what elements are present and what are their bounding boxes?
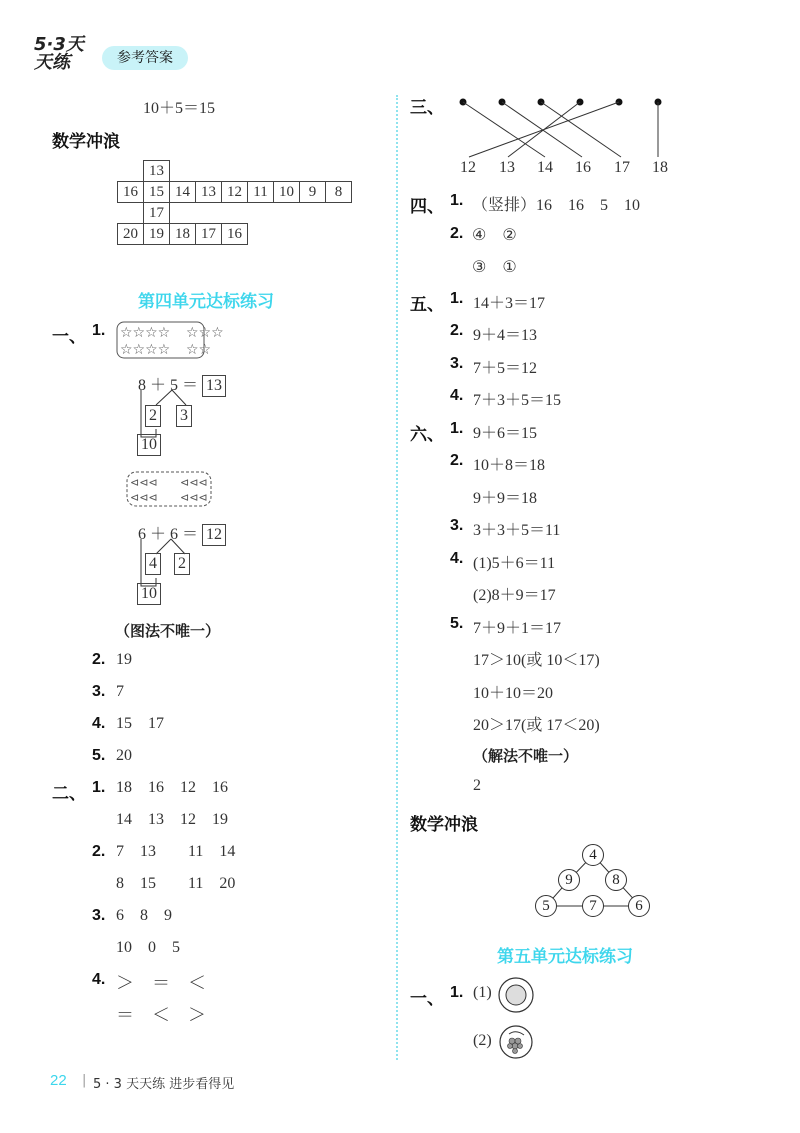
match-label: 17: [614, 159, 630, 176]
top-equation: 10＋5＝15: [143, 100, 216, 117]
grid-cell: 19: [144, 224, 170, 245]
answer-text: 9＋6＝15: [473, 425, 538, 442]
split-box: 3: [176, 405, 192, 427]
answer-text: 10 0 5: [116, 939, 180, 956]
svg-text:☆☆☆: ☆☆☆: [186, 325, 224, 341]
note-text: （图法不唯一）: [115, 622, 221, 640]
logo-text: 5·3天天练: [34, 34, 84, 73]
match-label: 12: [460, 159, 476, 176]
answer-text: 15 17: [116, 715, 164, 732]
question-number: 1.: [92, 322, 106, 339]
grid-cell: 17: [196, 224, 222, 245]
split-box: 2: [174, 553, 190, 575]
answer-text: 10＋8＝18: [473, 457, 546, 474]
question-number: 1.: [450, 984, 464, 1001]
question-number: 5.: [450, 615, 464, 632]
grapes-circle-icon: [497, 1024, 535, 1060]
answer-text: 6 8 9: [116, 907, 172, 924]
grid-cell: 13: [196, 182, 222, 203]
target-circle-icon: [497, 976, 535, 1014]
svg-text:☆☆☆☆: ☆☆☆☆: [120, 325, 171, 341]
svg-text:☆☆: ☆☆: [186, 342, 212, 358]
question-number: 4.: [92, 715, 106, 732]
answer-text: 9＋9＝18: [473, 490, 538, 507]
answer-text: 7＋5＝12: [473, 360, 538, 377]
sum-box: 10: [137, 434, 161, 456]
answer-text: ③ ①: [472, 259, 517, 276]
question-number: 4.: [450, 550, 464, 567]
question-number: 2.: [450, 225, 464, 242]
answer-text: 14 13 12 19: [116, 811, 228, 828]
grid-cell: 13: [144, 161, 170, 182]
svg-text:⊲⊲⊲: ⊲⊲⊲: [130, 491, 158, 504]
footer-slogan: 5 · 3 天天练 进步看得见: [93, 1077, 235, 1092]
answer-text: 7＋3＋5＝15: [473, 392, 562, 409]
math-wave-title: 数学冲浪: [52, 132, 120, 152]
note-text: （解法不唯一）: [473, 747, 579, 765]
triangle-node: 5: [535, 895, 557, 917]
sub-question-label: (2): [473, 1032, 492, 1049]
question-number: 4.: [92, 971, 106, 988]
question-number: 5.: [92, 747, 106, 764]
question-number: 2.: [450, 322, 464, 339]
answer-text: (2)8＋9＝17: [473, 587, 556, 604]
section-one-label: 一、: [52, 327, 86, 347]
section-one-label-unit5: 一、: [410, 989, 444, 1009]
section-six-label: 六、: [410, 425, 444, 445]
answer-text: 14＋3＝17: [473, 295, 546, 312]
answer-key-badge: 参考答案: [102, 46, 188, 70]
question-number: 2.: [450, 452, 464, 469]
unit4-title: 第四单元达标练习: [138, 292, 274, 312]
question-number: 1.: [450, 192, 464, 209]
answer-text: 20＞17(或 17＜20): [473, 717, 600, 734]
sub-question-label: (1): [473, 984, 492, 1001]
unit5-title: 第五单元达标练习: [497, 947, 633, 967]
question-number: 3.: [92, 683, 106, 700]
equation-8-plus-5: 8 ＋ 5 ＝ 13: [138, 372, 226, 397]
grid-cell: 15: [144, 182, 170, 203]
answer-text: 3＋3＋5＝11: [473, 522, 561, 539]
svg-text:☆☆☆☆: ☆☆☆☆: [120, 342, 171, 358]
grid-cell: 17: [144, 203, 170, 224]
grid-cell: 10: [274, 182, 300, 203]
footer-separator: |: [82, 1073, 87, 1088]
question-number: 1.: [450, 290, 464, 307]
answer-text: 20: [116, 747, 132, 764]
answer-text: 7 13 11 14: [116, 843, 236, 860]
answer-text: 19: [116, 651, 132, 668]
answer-box: 13: [202, 375, 226, 397]
answer-text: ＝ ＜ ＞: [116, 1005, 206, 1025]
section-three-label: 三、: [410, 98, 444, 118]
sum-box: 10: [137, 583, 161, 605]
page-number: 22: [50, 1072, 67, 1089]
question-number: 3.: [450, 517, 464, 534]
fish-group-icon: [124, 470, 244, 510]
grid-cell: 18: [170, 224, 196, 245]
answer-text: ④ ②: [472, 227, 517, 244]
answer-box: 12: [202, 524, 226, 546]
answer-text: 8 15 11 20: [116, 875, 236, 892]
match-label: 13: [499, 159, 515, 176]
triangle-node: 9: [558, 869, 580, 891]
grid-cell: 9: [300, 182, 326, 203]
answer-text: 18 16 12 16: [116, 779, 228, 796]
answer-text: (1)5＋6＝11: [473, 555, 556, 572]
svg-text:⊲⊲⊲: ⊲⊲⊲: [130, 476, 158, 489]
number-grid: [117, 160, 352, 245]
equation-6-plus-6: 6 ＋ 6 ＝ 12: [138, 521, 226, 546]
answer-text: （竖排）16 16 5 10: [472, 197, 641, 214]
grid-cell: 14: [170, 182, 196, 203]
answer-text: 10＋10＝20: [473, 685, 554, 702]
answer-text: 17＞10(或 10＜17): [473, 652, 600, 669]
match-label: 14: [537, 159, 553, 176]
svg-text:⊲⊲⊲: ⊲⊲⊲: [180, 476, 208, 489]
grid-cell: 16: [118, 182, 144, 203]
question-number: 1.: [92, 779, 106, 796]
question-number: 3.: [450, 355, 464, 372]
answer-text: 2: [473, 777, 481, 794]
section-four-label: 四、: [410, 197, 444, 217]
triangle-node: 6: [628, 895, 650, 917]
triangle-node: 4: [582, 844, 604, 866]
star-group-icon: [116, 321, 246, 361]
grid-cell: 8: [326, 182, 352, 203]
question-number: 4.: [450, 387, 464, 404]
answer-text: 7＋9＋1＝17: [473, 620, 562, 637]
brand-logo: [34, 36, 96, 78]
svg-text:⊲⊲⊲: ⊲⊲⊲: [180, 491, 208, 504]
grid-cell: 12: [222, 182, 248, 203]
column-divider: [396, 95, 398, 1060]
match-label: 16: [575, 159, 591, 176]
question-number: 1.: [450, 420, 464, 437]
section-two-label: 二、: [52, 784, 86, 804]
answer-text: ＞ ＝ ＜: [116, 973, 206, 993]
grid-cell: 16: [222, 224, 248, 245]
section-five-label: 五、: [410, 295, 444, 315]
answer-text: 7: [116, 683, 124, 700]
answer-text: 9＋4＝13: [473, 327, 538, 344]
match-label: 18: [652, 159, 668, 176]
grid-cell: 20: [118, 224, 144, 245]
split-box: 2: [145, 405, 161, 427]
split-box: 4: [145, 553, 161, 575]
question-number: 3.: [92, 907, 106, 924]
question-number: 2.: [92, 651, 106, 668]
triangle-node: 7: [582, 895, 604, 917]
matching-lines-diagram: [455, 95, 675, 165]
triangle-node: 8: [605, 869, 627, 891]
question-number: 2.: [92, 843, 106, 860]
math-wave-title-right: 数学冲浪: [410, 815, 478, 835]
grid-cell: 11: [248, 182, 274, 203]
